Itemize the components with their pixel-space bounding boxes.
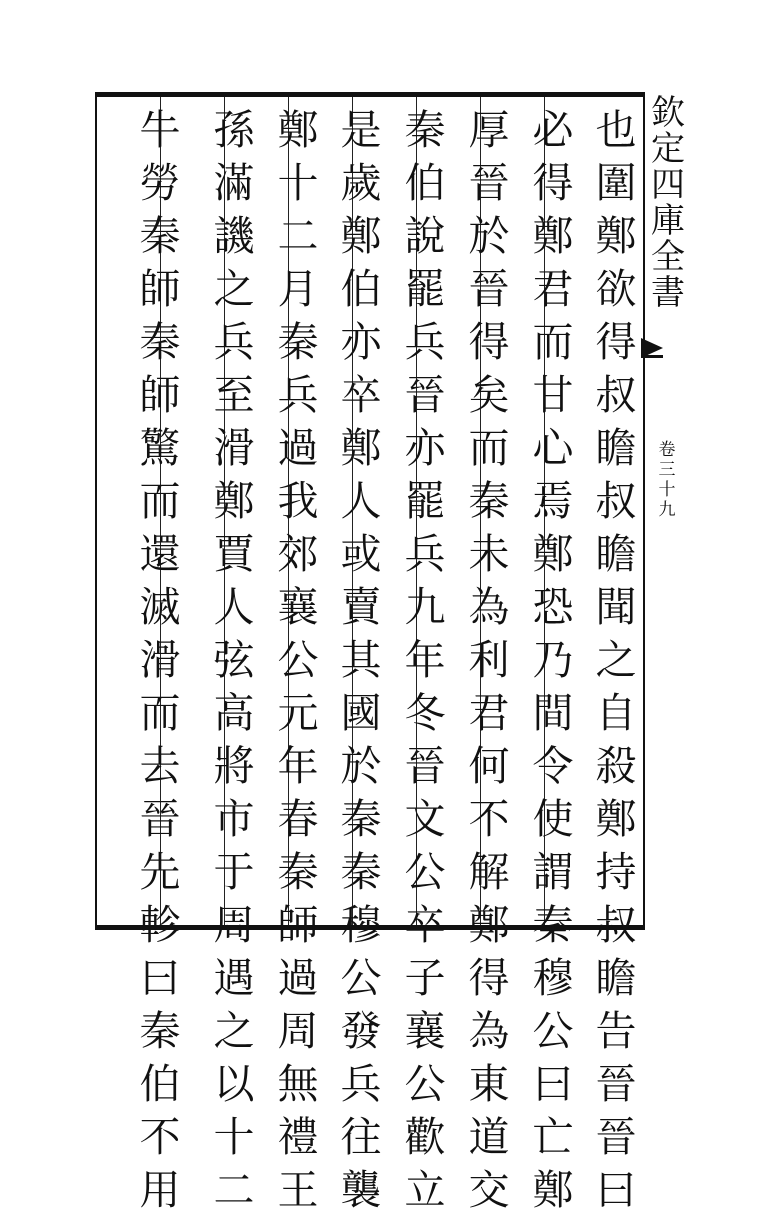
character: 罷 <box>404 477 446 525</box>
character: 文 <box>404 795 446 843</box>
character: 以 <box>213 1060 255 1108</box>
character: 告 <box>595 1007 637 1055</box>
character: 秦 <box>277 848 319 896</box>
character: 為 <box>468 1007 510 1055</box>
character: 還 <box>139 530 181 578</box>
character: 而 <box>532 318 574 366</box>
character: 叔 <box>595 371 637 419</box>
character: 殺 <box>595 742 637 790</box>
character: 弦 <box>213 636 255 684</box>
character: 叔 <box>595 477 637 525</box>
character: 書 <box>651 273 685 313</box>
character: 得 <box>595 318 637 366</box>
character: 鄭 <box>532 1166 574 1214</box>
character: 九 <box>658 500 676 520</box>
text-column-1 <box>588 106 644 1223</box>
character: 曰 <box>532 1060 574 1108</box>
text-column-3 <box>461 106 517 1223</box>
character: 令 <box>532 742 574 790</box>
character: 高 <box>213 689 255 737</box>
character: 我 <box>277 477 319 525</box>
character: 也 <box>595 106 637 154</box>
character: 而 <box>139 477 181 525</box>
character: 而 <box>468 424 510 472</box>
character: 人 <box>213 583 255 631</box>
character: 周 <box>213 901 255 949</box>
character: 至 <box>213 371 255 419</box>
character: 得 <box>468 318 510 366</box>
character: 君 <box>468 689 510 737</box>
character: 襄 <box>277 583 319 631</box>
character: 鄭 <box>532 212 574 260</box>
text-column-6 <box>270 106 326 1223</box>
character: 十 <box>213 1113 255 1161</box>
character: 卒 <box>340 371 382 419</box>
character: 晉 <box>595 1060 637 1108</box>
character: 圍 <box>595 159 637 207</box>
character: 恐 <box>532 583 574 631</box>
character: 道 <box>468 1113 510 1161</box>
character: 郊 <box>277 530 319 578</box>
character: 公 <box>404 1060 446 1108</box>
character: 伯 <box>340 265 382 313</box>
character: 賣 <box>340 583 382 631</box>
character: 歡 <box>404 1113 446 1161</box>
fish-tail-bar <box>641 355 663 358</box>
character: 將 <box>213 742 255 790</box>
character: 先 <box>139 848 181 896</box>
character: 晉 <box>595 1113 637 1161</box>
character: 聞 <box>595 583 637 631</box>
character: 瞻 <box>595 424 637 472</box>
character: 穆 <box>340 901 382 949</box>
character: 師 <box>139 265 181 313</box>
character: 公 <box>532 1007 574 1055</box>
character: 滿 <box>213 159 255 207</box>
character: 於 <box>340 742 382 790</box>
character: 冬 <box>404 689 446 737</box>
character: 交 <box>468 1166 510 1214</box>
character: 晉 <box>404 371 446 419</box>
character: 二 <box>213 1166 255 1214</box>
character: 說 <box>404 212 446 260</box>
character: 利 <box>468 636 510 684</box>
character: 用 <box>139 1166 181 1214</box>
character: 去 <box>139 742 181 790</box>
character: 鄭 <box>595 795 637 843</box>
character: 兵 <box>213 318 255 366</box>
character: 心 <box>532 424 574 472</box>
character: 是 <box>340 106 382 154</box>
character: 遇 <box>213 954 255 1002</box>
character: 伯 <box>139 1060 181 1108</box>
character: 卷 <box>658 440 676 460</box>
character: 過 <box>277 954 319 1002</box>
character: 罷 <box>404 265 446 313</box>
character: 欽 <box>651 93 685 133</box>
character: 欲 <box>595 265 637 313</box>
character: 未 <box>468 530 510 578</box>
character: 庫 <box>651 201 685 241</box>
character: 卒 <box>404 901 446 949</box>
character: 滅 <box>139 583 181 631</box>
character: 秦 <box>340 848 382 896</box>
character: 秦 <box>139 318 181 366</box>
character: 鄭 <box>340 212 382 260</box>
character: 矣 <box>468 371 510 419</box>
character: 解 <box>468 848 510 896</box>
character: 往 <box>340 1113 382 1161</box>
character: 不 <box>468 795 510 843</box>
character: 月 <box>277 265 319 313</box>
character: 賈 <box>213 530 255 578</box>
character: 鄭 <box>468 901 510 949</box>
character: 師 <box>139 371 181 419</box>
character: 秦 <box>404 106 446 154</box>
character: 年 <box>404 636 446 684</box>
character: 之 <box>213 1007 255 1055</box>
character: 譏 <box>213 212 255 260</box>
character: 東 <box>468 1060 510 1108</box>
character: 全 <box>651 237 685 277</box>
character: 鄭 <box>213 477 255 525</box>
character: 秦 <box>277 318 319 366</box>
character: 或 <box>340 530 382 578</box>
character: 亦 <box>404 424 446 472</box>
text-column-7 <box>206 106 262 1223</box>
text-column-2 <box>525 106 581 1223</box>
character: 晉 <box>139 795 181 843</box>
character: 王 <box>277 1166 319 1214</box>
margin-title <box>648 93 688 313</box>
character: 于 <box>213 848 255 896</box>
character: 晉 <box>468 265 510 313</box>
character: 師 <box>277 901 319 949</box>
character: 亦 <box>340 318 382 366</box>
character: 公 <box>277 636 319 684</box>
character: 兵 <box>404 318 446 366</box>
character: 牛 <box>139 106 181 154</box>
character: 國 <box>340 689 382 737</box>
character: 兵 <box>404 530 446 578</box>
character: 驚 <box>139 424 181 472</box>
character: 穆 <box>532 954 574 1002</box>
character: 元 <box>277 689 319 737</box>
character: 焉 <box>532 477 574 525</box>
character: 秦 <box>139 212 181 260</box>
character: 軫 <box>139 901 181 949</box>
character: 間 <box>532 689 574 737</box>
character: 四 <box>651 165 685 205</box>
character: 九 <box>404 583 446 631</box>
text-column-4 <box>397 106 453 1223</box>
character: 無 <box>277 1060 319 1108</box>
character: 滑 <box>213 424 255 472</box>
character: 勞 <box>139 159 181 207</box>
character: 十 <box>277 159 319 207</box>
character: 年 <box>277 742 319 790</box>
character: 曰 <box>139 954 181 1002</box>
character: 使 <box>532 795 574 843</box>
character: 鄭 <box>595 212 637 260</box>
text-column-5 <box>333 106 389 1223</box>
character: 襲 <box>340 1166 382 1214</box>
character: 得 <box>532 159 574 207</box>
character: 於 <box>468 212 510 260</box>
character: 禮 <box>277 1113 319 1161</box>
character: 鄭 <box>277 106 319 154</box>
character: 叔 <box>595 901 637 949</box>
character: 鄭 <box>532 530 574 578</box>
character: 之 <box>213 265 255 313</box>
character: 之 <box>595 636 637 684</box>
character: 持 <box>595 848 637 896</box>
character: 春 <box>277 795 319 843</box>
character: 其 <box>340 636 382 684</box>
character: 過 <box>277 424 319 472</box>
character: 晉 <box>468 159 510 207</box>
character: 兵 <box>340 1060 382 1108</box>
character: 曰 <box>595 1166 637 1214</box>
character: 三 <box>658 460 676 480</box>
text-column-8 <box>132 106 188 1223</box>
character: 秦 <box>139 1007 181 1055</box>
character: 十 <box>658 480 676 500</box>
character: 歲 <box>340 159 382 207</box>
character: 秦 <box>532 901 574 949</box>
character: 必 <box>532 106 574 154</box>
character: 公 <box>340 954 382 1002</box>
character: 何 <box>468 742 510 790</box>
character: 兵 <box>277 371 319 419</box>
character: 秦 <box>468 477 510 525</box>
character: 乃 <box>532 636 574 684</box>
character: 而 <box>139 689 181 737</box>
character: 市 <box>213 795 255 843</box>
character: 瞻 <box>595 954 637 1002</box>
character: 自 <box>595 689 637 737</box>
character: 得 <box>468 954 510 1002</box>
character: 滑 <box>139 636 181 684</box>
character: 君 <box>532 265 574 313</box>
character: 二 <box>277 212 319 260</box>
character: 鄭 <box>340 424 382 472</box>
character: 定 <box>651 129 685 169</box>
character: 甘 <box>532 371 574 419</box>
character: 公 <box>404 848 446 896</box>
character: 厚 <box>468 106 510 154</box>
character: 襄 <box>404 1007 446 1055</box>
character: 子 <box>404 954 446 1002</box>
character: 為 <box>468 583 510 631</box>
character: 立 <box>404 1166 446 1214</box>
juan-label <box>652 442 682 522</box>
character: 亡 <box>532 1113 574 1161</box>
character: 晉 <box>404 742 446 790</box>
character: 人 <box>340 477 382 525</box>
character: 伯 <box>404 159 446 207</box>
character: 發 <box>340 1007 382 1055</box>
character: 孫 <box>213 106 255 154</box>
character: 周 <box>277 1007 319 1055</box>
character: 秦 <box>340 795 382 843</box>
character: 謂 <box>532 848 574 896</box>
character: 不 <box>139 1113 181 1161</box>
character: 瞻 <box>595 530 637 578</box>
